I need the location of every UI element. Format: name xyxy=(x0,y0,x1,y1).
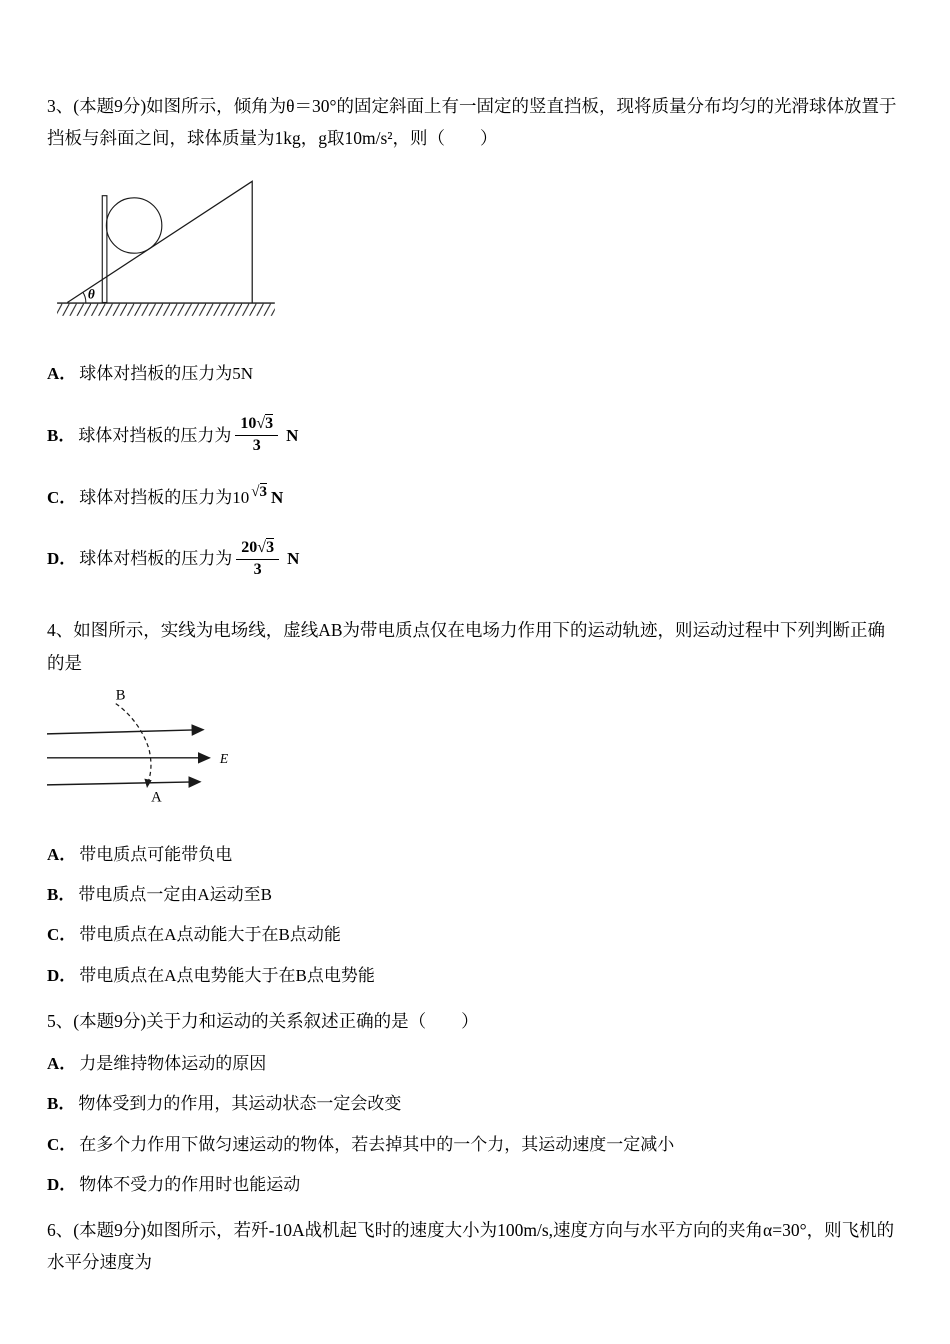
question-4-options xyxy=(47,841,902,989)
option-letter: A． xyxy=(47,1054,77,1074)
radicand: 3 xyxy=(266,538,275,556)
question-3-diagram xyxy=(55,169,902,326)
point-a-label: A xyxy=(151,789,162,806)
incline-triangle xyxy=(67,181,252,302)
option-text: 物体不受力的作用时也能运动 xyxy=(79,1174,301,1194)
question-4 xyxy=(47,614,902,989)
option-text: 在多个力作用下做匀速运动的物体，若去掉其中的一个力，其运动速度一定减小 xyxy=(79,1134,675,1154)
option-letter: D． xyxy=(47,1174,77,1194)
question-5-options xyxy=(47,1050,902,1198)
fraction-denominator: 3 xyxy=(253,560,262,578)
question-3-options xyxy=(47,360,902,581)
option-letter: C． xyxy=(47,487,77,507)
vertical-barrier-board xyxy=(102,195,107,302)
q5-option-a xyxy=(47,1050,902,1077)
question-6 xyxy=(47,1214,902,1279)
field-e-label: E xyxy=(219,751,229,767)
q5-option-c xyxy=(47,1131,902,1158)
option-letter: A． xyxy=(47,363,77,383)
option-text: 带电质点在A点电势能大于在B点电势能 xyxy=(79,965,375,985)
unit-label: N xyxy=(271,487,284,507)
option-text: 带电质点可能带负电 xyxy=(79,845,233,865)
fraction xyxy=(236,538,279,581)
fraction-numerator xyxy=(236,538,279,560)
unit-label: N xyxy=(286,425,299,445)
q3-option-b xyxy=(47,414,902,457)
q5-option-d xyxy=(47,1171,902,1198)
question-6-stem: 6、(本题9分)如图所示，若歼-10A战机起飞时的速度大小为100m/s,速度方向与水平方向的夹角α=30°，则飞机的水平分速度为 xyxy=(47,1219,895,1273)
option-text: 球体对档板的压力为 xyxy=(79,549,233,569)
trajectory-dashed-curve xyxy=(116,704,151,783)
radical xyxy=(251,480,267,504)
option-letter: A． xyxy=(47,845,77,865)
radical-sign: √ xyxy=(251,484,260,501)
question-5 xyxy=(47,1005,902,1198)
question-3 xyxy=(47,90,902,580)
option-text: 球体对挡板的压力为 xyxy=(78,425,232,445)
question-4-stem: 4、如图所示，实线为电场线，虚线AB为带电质点仅在电场力作用下的运动轨迹，则运动过程中下列判断正确的是 xyxy=(47,620,886,673)
option-letter: D． xyxy=(47,549,77,569)
q4-option-a xyxy=(47,841,902,868)
option-text: 球体对挡板的压力为5N xyxy=(79,363,254,383)
option-text: 球体对挡板的压力为10 xyxy=(79,487,250,507)
ground-hatching xyxy=(57,303,275,315)
q3-option-c xyxy=(47,484,902,511)
option-letter: C． xyxy=(47,1134,77,1154)
option-letter: B． xyxy=(47,885,76,905)
q5-option-b xyxy=(47,1090,902,1117)
radical-sign: 10√ xyxy=(240,414,266,432)
field-line-bottom xyxy=(47,782,200,785)
option-letter: B． xyxy=(47,425,76,445)
option-letter: C． xyxy=(47,925,77,945)
q4-option-c xyxy=(47,921,902,948)
option-text: 带电质点一定由A运动至B xyxy=(78,885,272,905)
q3-option-d xyxy=(47,538,902,581)
radicand: 3 xyxy=(259,484,268,501)
field-line-top xyxy=(47,730,203,734)
option-text: 物体受到力的作用，其运动状态一定会改变 xyxy=(78,1094,402,1114)
fraction xyxy=(235,414,278,457)
q4-option-b xyxy=(47,881,902,908)
angle-arc xyxy=(83,292,86,302)
radicand: 3 xyxy=(265,414,274,432)
radical-sign: 20√ xyxy=(241,538,267,556)
fraction-denominator: 3 xyxy=(252,436,261,454)
question-3-stem: 3、(本题9分)如图所示，倾角为θ＝30°的固定斜面上有一固定的竖直挡板，现将质量分布均匀的光滑球体放置于挡板与斜面之间，球体质量为1kg，g取10m/s²，则（ ） xyxy=(47,96,897,149)
option-text: 带电质点在A点动能大于在B点动能 xyxy=(79,925,341,945)
point-b-label: B xyxy=(115,687,126,704)
fraction-numerator xyxy=(235,414,278,436)
option-letter: B． xyxy=(47,1094,76,1114)
incline-ball-figure xyxy=(55,169,281,321)
question-5-stem: 5、(本题9分)关于力和运动的关系叙述正确的是（ ） xyxy=(47,1010,479,1031)
option-letter: D． xyxy=(47,965,77,985)
ball-circle xyxy=(106,198,161,253)
question-4-diagram xyxy=(47,687,902,817)
unit-label: N xyxy=(287,549,300,569)
q4-option-d xyxy=(47,962,902,989)
theta-label: θ xyxy=(87,286,95,302)
q3-option-a xyxy=(47,360,902,387)
field-lines-figure xyxy=(47,687,297,812)
option-text: 力是维持物体运动的原因 xyxy=(79,1054,267,1074)
